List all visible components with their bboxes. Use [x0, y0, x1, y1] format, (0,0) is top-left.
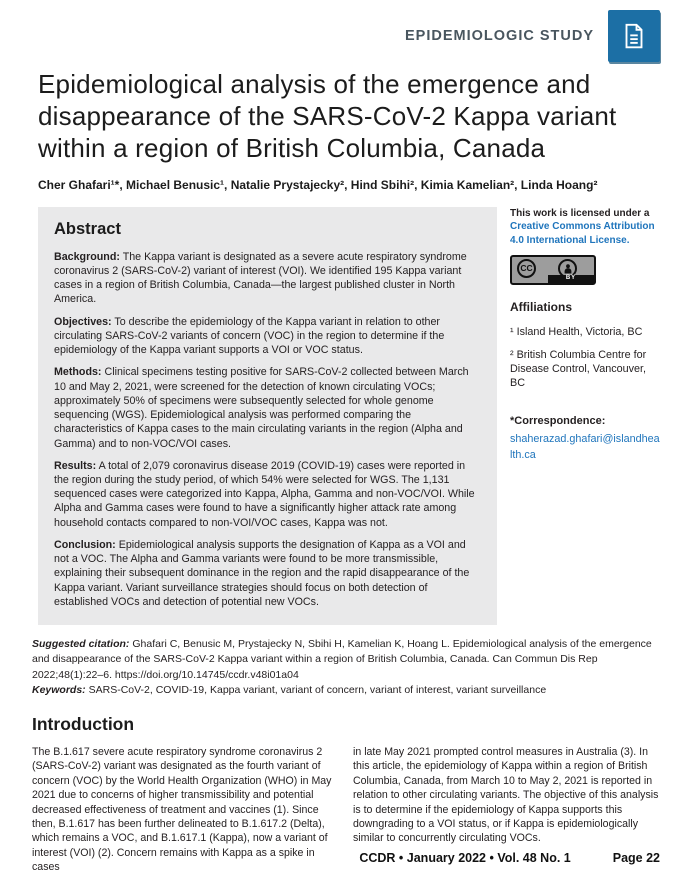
main-content: [38, 207, 660, 625]
category-label: EPIDEMIOLOGIC STUDY: [405, 28, 594, 44]
page-footer: [359, 851, 660, 865]
cc-by-label: BY: [548, 275, 594, 283]
abstract-paragraph-text: Clinical specimens testing positive for SARS-CoV-2 collected between March 10 and May 2, 2021, were screened for the detection of known circulating VOCs; approximately 50% of specimens were subsequently selected for whole genome sequencing (WGS). Epidemiological analysis was performed comparing the characteristics of Kappa cases to the main circulating variants in the region (Alpha and Gamma) and to non-VOC/VOI cases.: [54, 366, 469, 450]
page-number: Page 22: [612, 851, 660, 865]
introduction-column-right: in late May 2021 prompted control measures in Australia (3). In this article, the epidemiology of Kappa within a region of British Columbia, Canada, from March 10 to May 2, 2021 is reported in relation to other circulating variants. The objective of this analysis is to determine if the epidemiology of Kappa supports this downgrading to a VOI status, or if Kappa is epidemiologically similar to concurrently circulating VOCs.: [353, 745, 659, 845]
affiliations-heading: Affiliations: [510, 300, 572, 315]
suggested-citation: [32, 637, 662, 683]
abstract-paragraph-text: The Kappa variant is designated as a severe acute respiratory syndrome coronavirus 2 (SARS-CoV-2) variant of interest (VOI). We identified 195 Kappa variant cases in a region of British Columbia, Canada—the largest published cluster in North America.: [54, 250, 467, 306]
abstract-paragraph-background: [54, 250, 481, 307]
abstract-paragraph-label: Conclusion:: [54, 538, 116, 551]
journal-issue-line: CCDR • January 2022 • Vol. 48 No. 1: [359, 851, 571, 865]
affiliation-item: ¹ Island Health, Victoria, BC: [510, 325, 643, 338]
correspondence-heading: *Correspondence:: [510, 414, 606, 427]
abstract-paragraph-label: Background:: [54, 250, 120, 263]
article-title: Epidemiological analysis of the emergence and disappearance of the SARS-CoV-2 Kappa variant within a region of British Columbia, Canada: [38, 69, 617, 164]
abstract-heading: Abstract: [54, 219, 121, 238]
abstract-paragraph-label: Objectives:: [54, 315, 112, 328]
abstract-paragraph-text: To describe the epidemiology of the Kappa variant in relation to other circulating SARS-CoV-2 variants of concern (VOC) in the region to determine if the epidemiology of the Kappa variant supports a VOI or VOC status.: [54, 315, 445, 357]
introduction-heading: Introduction: [32, 713, 135, 734]
abstract-paragraph-results: [54, 459, 481, 530]
abstract-paragraph-text: A total of 2,079 coronavirus disease 2019 (COVID-19) cases were reported in the region during the study period, of which 54% were selected for WGS. The 1,131 sequenced cases were categorized into Kappa, Alpha, Gamma and non-VOC/VOI. While Alpha and Gamma cases were found to have a significantly higher attack rate among household contacts compared to non-VOI/VOC cases, Kappa was not.: [54, 459, 475, 529]
article-sidebar: [510, 207, 660, 464]
suggested-citation-block: [32, 637, 662, 698]
license-link[interactable]: Creative Commons Attribution 4.0 International License.: [510, 221, 655, 246]
introduction-column-left: The B.1.617 severe acute respiratory syndrome coronavirus 2 (SARS-CoV-2) variant was designated as the fourth variant of concern (VOC) by the World Health Organization (WHO) in May 2021 due to concerns of higher transmissibility and potential decreased effectiveness of treatment and vaccines (1). Since then, B.1.617 has been further delineated to B.1.617.2 (Delta), which remains a VOC, and B.1.617.1 (Kappa), now a variant of interest (VOI) (2). Concern remains with Kappa as a spike in cases: [32, 745, 332, 874]
keywords-text: SARS-CoV-2, COVID-19, Kappa variant, variant of concern, variant of interest, variant surveillance: [88, 683, 547, 696]
keywords-line: [32, 683, 662, 698]
citation-label: Suggested citation:: [32, 638, 130, 651]
abstract-paragraph-label: Methods:: [54, 366, 102, 379]
cc-by-badge[interactable]: [510, 255, 596, 285]
cc-icon: CC: [517, 259, 536, 278]
abstract-paragraph-conclusion: [54, 538, 481, 609]
affiliation-item: ² British Columbia Centre for Disease Control, Vancouver, BC: [510, 348, 647, 389]
license-text: [510, 207, 660, 248]
abstract-paragraph-label: Results:: [54, 459, 97, 472]
abstract-paragraph-objectives: [54, 315, 481, 358]
abstract-section: [38, 207, 497, 625]
abstract-paragraph-methods: [54, 365, 481, 450]
license-prefix: This work is licensed under a: [510, 207, 650, 219]
abstract-paragraph-text: Epidemiological analysis supports the designation of Kappa as a VOI and not a VOC. The Alpha and Gamma variants were found to be more transmissible, explaining their subsequent dominance in the region and the rapid disappearance of the Kappa variant. Variant surveillance strategies should focus on both detection of established VOCs and detection of potential new VOCs.: [54, 538, 470, 608]
document-icon: [608, 10, 660, 62]
correspondence-email-link[interactable]: shaherazad.ghafari@islandhealth.ca: [510, 433, 660, 462]
authors-line: Cher Ghafari¹*, Michael Benusic¹, Natalie Prystajecky², Hind Sbihi², Kimia Kamelian², Linda Hoang²: [38, 177, 598, 192]
page-header: [405, 10, 660, 62]
citation-text: Ghafari C, Benusic M, Prystajecky N, Sbihi H, Kamelian K, Hoang L. Epidemiological analysis of the emergence and disappearance of the SARS-CoV-2 Kappa variant within a region of British Columbia, Canada. Can Commun Dis Rep 2022;48(1):22–6. https://doi.org/10.14745/ccdr.v48i01a04: [32, 638, 652, 681]
keywords-label: Keywords:: [32, 683, 86, 696]
